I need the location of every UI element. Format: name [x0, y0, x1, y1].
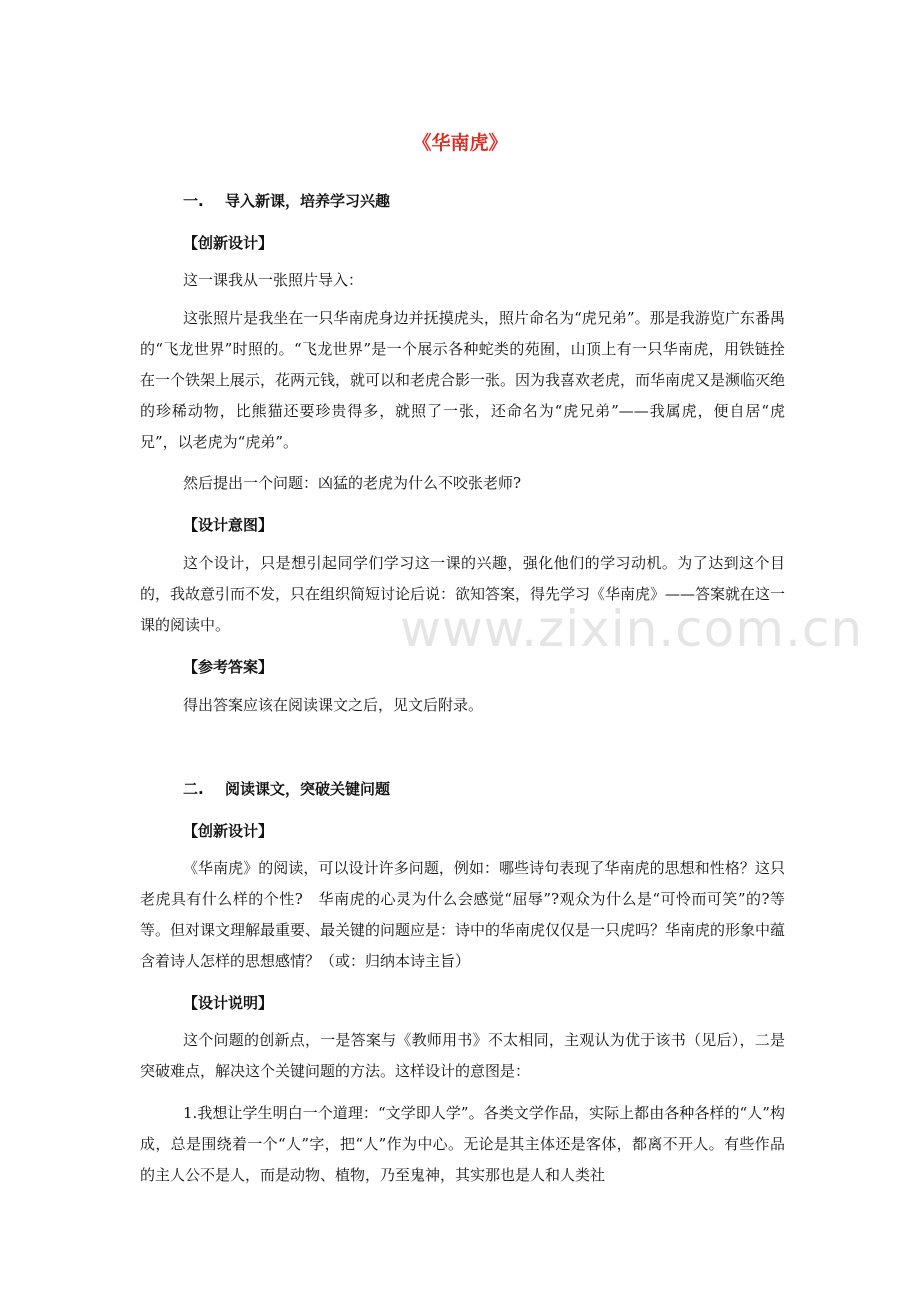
document-title: 《华南虎》	[412, 132, 508, 154]
section-title: 导入新课，培养学习兴趣	[225, 192, 391, 210]
paragraph-intro: 这一课我从一张照片导入：	[183, 271, 364, 289]
paragraph-explain: 这个问题的创新点，一是答案与《教师用书》不太相同，主观认为优于该书（见后），二是突破难点，解决这个关键问题的方法。这样设计的意图是：	[140, 1031, 785, 1080]
label-innovative-design: 【创新设计】	[183, 234, 274, 252]
paragraph-question: 然后提出一个问题：凶猛的老虎为什么不咬张老师?	[183, 474, 522, 492]
label-innovative-design-2: 【创新设计】	[183, 822, 274, 840]
paragraph-intent: 这个设计，只是想引起同学们学习这一课的兴趣，强化他们的学习动机。为了达到这个目的，我故意引而不发，只在组织简短讨论后说：欲知答案，得先学习《华南虎》——答案就在这一课的阅读中。	[140, 554, 786, 634]
section-heading-1	[183, 190, 390, 211]
label-design-intent: 【设计意图】	[183, 516, 274, 534]
paragraph-story: 这张照片是我坐在一只华南虎身边并抚摸虎头，照片命名为“虎兄弟”。那是我游览广东番禺的“飞龙世界”时照的。“飞龙世界”是一个展示各种蛇类的苑囿，山顶上有一只华南虎，用铁链拴在一个铁架上展示，花两元钱，就可以和老虎合影一张。因为我喜欢老虎，而华南虎又是濒临灭绝的珍稀动物，比熊猫还要珍贵得多，就照了一张，还命名为“虎兄弟”——我属虎，便自居“虎兄”，以老虎为“虎弟”。	[140, 309, 786, 451]
label-design-explain: 【设计说明】	[183, 994, 274, 1012]
paragraph-point-1: 1.我想让学生明白一个道理：“文学即人学”。各类文学作品，实际上都由各种各样的“人”构成，总是围绕着一个“人”字，把“人”作为中心。无论是其主体还是客体，都离不开人。有些作品的主人公不是人，而是动物、植物，乃至鬼神，其实那也是人和人类社	[140, 1104, 785, 1184]
section-number: 一.	[183, 192, 204, 210]
section-title: 阅读课文，突破关键问题	[225, 780, 391, 798]
paragraph-answer: 得出答案应该在阅读课文之后，见文后附录。	[183, 696, 484, 714]
section-heading-2	[183, 778, 390, 799]
section-number: 二.	[183, 780, 204, 798]
label-reference-answer: 【参考答案】	[183, 658, 274, 676]
watermark: www.zixin.com.cn	[400, 600, 864, 658]
paragraph-design: 《华南虎》的阅读，可以设计许多问题，例如：哪些诗句表现了华南虎的思想和性格？这只老虎具有什么样的个性? 华南虎的心灵为什么会感觉“屈辱”?观众为什么是“可怜而可笑”的?等等。但对课文理解最重要、最关键的问题应是：诗中的华南虎仅仅是一只虎吗？华南虎的形象中蕴含着诗人怎样的思想感情？（或：归纳本诗主旨）	[140, 859, 786, 970]
